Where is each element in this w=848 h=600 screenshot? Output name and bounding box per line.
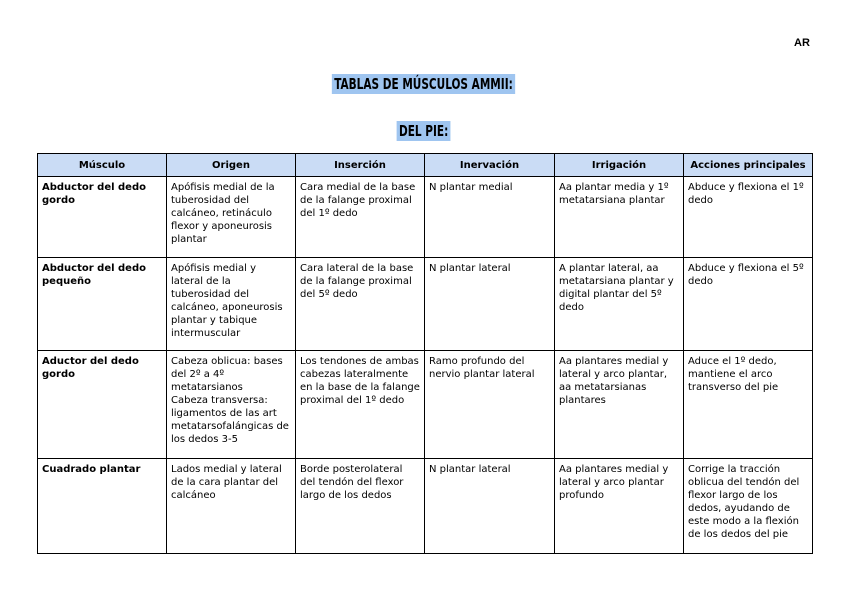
cell-insertion: Cara medial de la base de la falange proximal del 1º dedo (296, 177, 425, 258)
cell-muscle: Abductor del dedo pequeño (38, 258, 167, 351)
muscles-table (37, 153, 813, 554)
table-row (38, 459, 813, 554)
cell-muscle: Abductor del dedo gordo (38, 177, 167, 258)
header-cell-actions: Acciones principales (684, 154, 813, 177)
document-title-text: TABLAS DE MÚSCULOS AMMII: (332, 74, 515, 94)
cell-origin (167, 177, 296, 258)
cell-innervation: N plantar lateral (425, 258, 555, 351)
cell-origin-line: Cabeza transversa: ligamentos de las art metatarsofalángicas de los dedos 3-5 (171, 395, 289, 445)
header-cell-insertion: Inserción (296, 154, 425, 177)
cell-innervation: N plantar lateral (425, 459, 555, 554)
table-row (38, 351, 813, 459)
cell-muscle: Cuadrado plantar (38, 459, 167, 554)
cell-origin (167, 258, 296, 351)
header-cell-irrigation: Irrigación (555, 154, 684, 177)
table-header-row (38, 154, 813, 177)
cell-irrigation: A plantar lateral, aa metatarsiana plantar y digital plantar del 5º dedo (555, 258, 684, 351)
cell-origin-line: Apófisis medial y lateral de la tuberosidad del calcáneo, aponeurosis plantar y tabique intermuscular (171, 263, 283, 339)
cell-irrigation: Aa plantar media y 1º metatarsiana plantar (555, 177, 684, 258)
cell-innervation: Ramo profundo del nervio plantar lateral (425, 351, 555, 459)
cell-insertion: Cara lateral de la base de la falange proximal del 5º dedo (296, 258, 425, 351)
cell-insertion: Los tendones de ambas cabezas lateralmente en la base de la falange proximal del 1º dedo (296, 351, 425, 459)
cell-innervation: N plantar medial (425, 177, 555, 258)
table-row (38, 177, 813, 258)
cell-irrigation: Aa plantares medial y lateral y arco plantar, aa metatarsianas plantares (555, 351, 684, 459)
cell-origin (167, 459, 296, 554)
table-row (38, 258, 813, 351)
author-initials: AR (794, 37, 810, 49)
header-cell-innervation: Inervación (425, 154, 555, 177)
cell-origin-line: Apófisis medial de la tuberosidad del calcáneo, retináculo flexor y aponeurosis plantar (171, 182, 275, 245)
document-title (0, 74, 848, 94)
cell-insertion: Borde posterolateral del tendón del flexor largo de los dedos (296, 459, 425, 554)
section-title-text: DEL PIE: (397, 121, 451, 141)
section-title (0, 121, 848, 141)
cell-irrigation: Aa plantares medial y lateral y arco plantar profundo (555, 459, 684, 554)
header-cell-origin: Origen (167, 154, 296, 177)
header-cell-muscle: Músculo (38, 154, 167, 177)
cell-actions: Abduce y flexiona el 5º dedo (684, 258, 813, 351)
cell-origin-line: Cabeza oblicua: bases del 2º a 4º metatarsianos (171, 356, 283, 393)
cell-origin (167, 351, 296, 459)
cell-muscle: Aductor del dedo gordo (38, 351, 167, 459)
cell-actions: Abduce y flexiona el 1º dedo (684, 177, 813, 258)
cell-origin-line: Lados medial y lateral de la cara plantar del calcáneo (171, 464, 282, 501)
cell-actions: Aduce el 1º dedo, mantiene el arco transverso del pie (684, 351, 813, 459)
cell-actions: Corrige la tracción oblicua del tendón del flexor largo de los dedos, ayudando de este modo a la flexión de los dedos del pie (684, 459, 813, 554)
